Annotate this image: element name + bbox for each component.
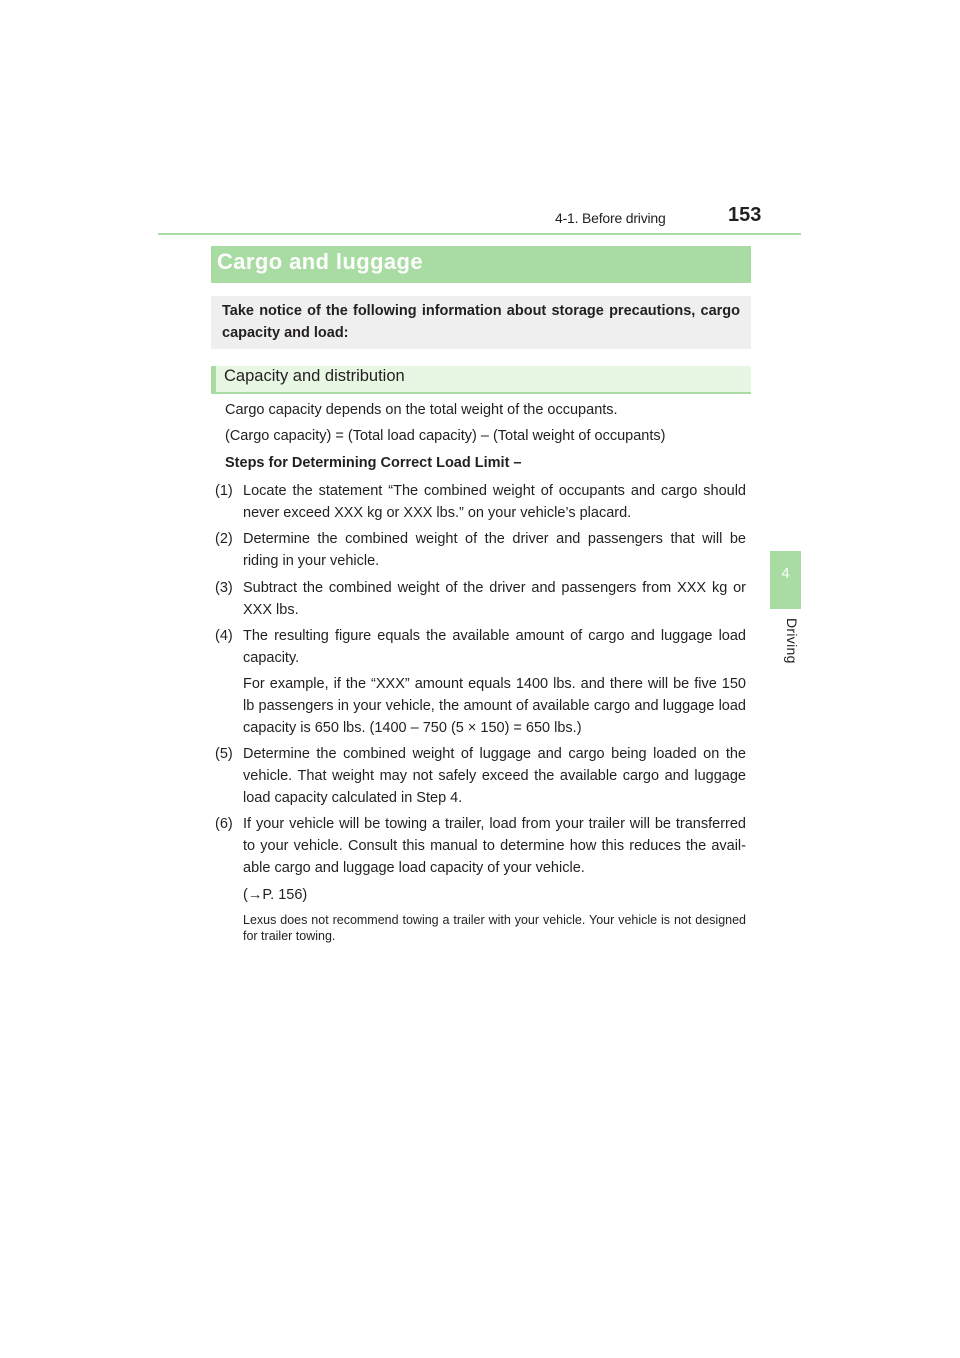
intro-formula: (Cargo capacity) = (Total load capacity) – (Total weight of occupants) bbox=[225, 428, 666, 444]
intro-line-1: Cargo capacity depends on the total weight of the occupants. bbox=[225, 402, 618, 418]
step-number: (2) bbox=[215, 531, 233, 547]
steps-heading: Steps for Determining Correct Load Limit – bbox=[225, 455, 522, 471]
step-text: The resulting figure equals the available amount of cargo and luggage load capacity. bbox=[243, 628, 746, 666]
step-text: Determine the combined weight of the driver and passengers that will be riding in your vehicle. bbox=[243, 531, 746, 569]
subsection-title: Capacity and distribution bbox=[224, 367, 405, 385]
header-rule bbox=[158, 233, 801, 235]
section-title-bar bbox=[211, 246, 751, 283]
subsection-accent bbox=[211, 366, 216, 392]
subsection-bar bbox=[211, 366, 751, 394]
step-text: Locate the statement “The combined weight of occupants and cargo should never exceed XXX kg or XXX lbs.” on your vehicle’s placard. bbox=[243, 483, 746, 521]
step-text: Determine the combined weight of luggage and cargo being loaded on the vehicle. That weight may not safely exceed the available cargo and luggage load capacity calculated in Step 4. bbox=[243, 746, 746, 806]
page-number: 153 bbox=[728, 204, 762, 226]
section-title: Cargo and luggage bbox=[217, 249, 424, 274]
notice-text: Take notice of the following information about storage precautions, cargo capacity and load: bbox=[222, 303, 740, 341]
step-number: (3) bbox=[215, 580, 233, 596]
step-number: (5) bbox=[215, 746, 233, 762]
step-number: (6) bbox=[215, 816, 233, 832]
side-tab-label: Driving bbox=[784, 618, 800, 664]
step-number: (1) bbox=[215, 483, 233, 499]
notice-box bbox=[211, 296, 751, 349]
step-text: Subtract the combined weight of the driver and passengers from XXX kg or XXX lbs. bbox=[243, 580, 746, 618]
header-section-title: 4-1. Before driving bbox=[555, 210, 666, 226]
example-paragraph: For example, if the “XXX” amount equals 1400 lbs. and there will be five 150 lb passengers in your vehicle, the amount of available cargo and luggage load capacity is 650 lbs. (1400 – 750 (5 × 150) = 650 lbs.) bbox=[243, 676, 746, 736]
step-text: If your vehicle will be towing a trailer, load from your trailer will be transferred to your vehicle. Consult this manual to determine how this reduces the avail-able cargo and luggage load capacity of your vehicle. bbox=[243, 816, 746, 876]
towing-note: Lexus does not recommend towing a trailer with your vehicle. Your vehicle is not designed for trailer towing. bbox=[243, 913, 746, 943]
step-number: (4) bbox=[215, 628, 233, 644]
page-reference-link[interactable]: (→P. 156) bbox=[243, 887, 308, 903]
side-tab-number: 4 bbox=[781, 565, 790, 582]
